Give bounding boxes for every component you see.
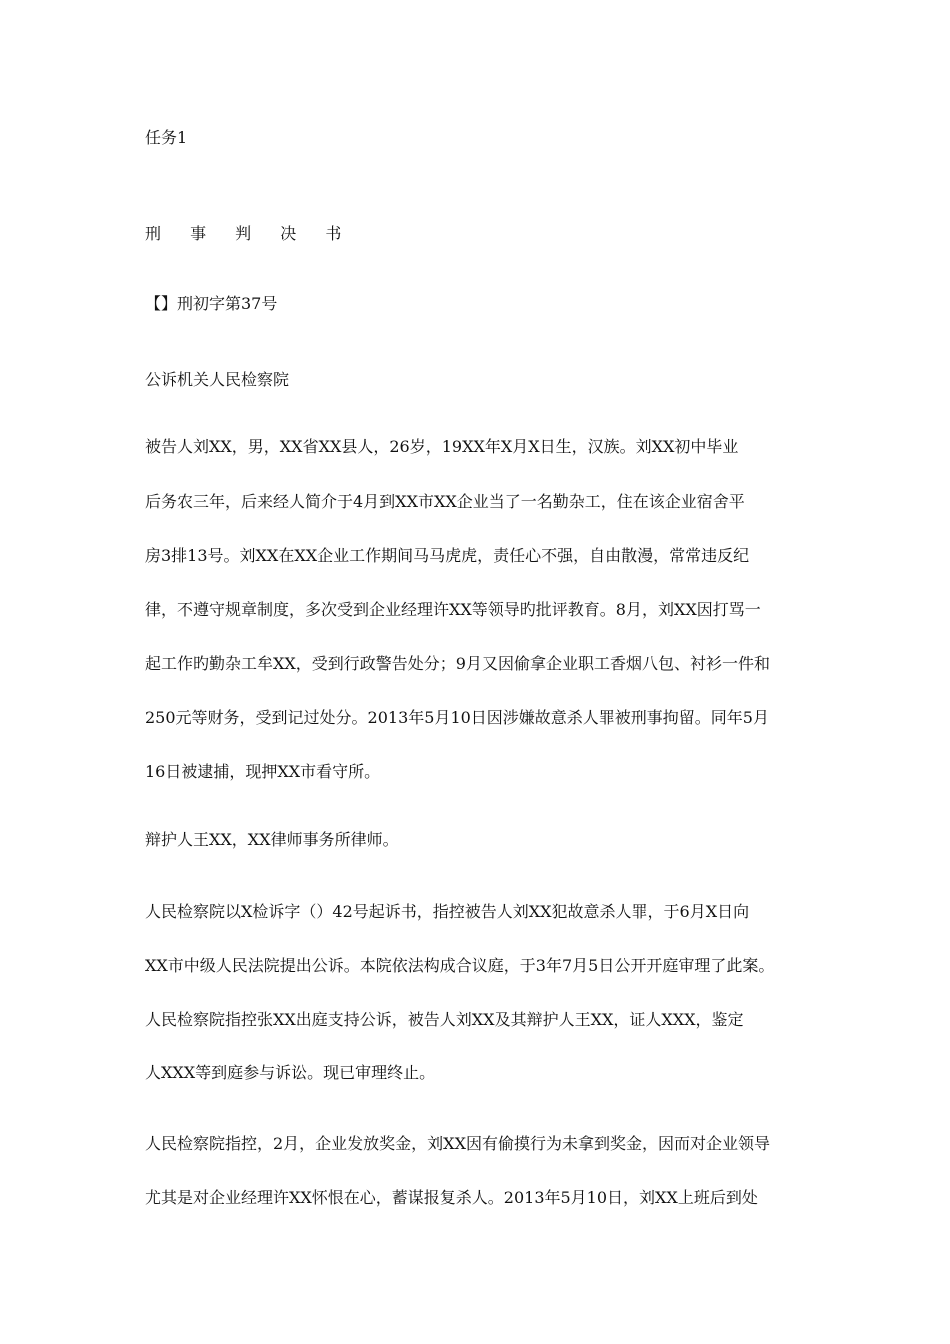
paragraph-line: 尤其是对企业经理许XX怀恨在心，蓄谋报复杀人。2013年5月10日，刘XX上班后到处 (145, 1188, 758, 1207)
paragraph-line: 人民检察院以X检诉字（）42号起诉书，指控被告人刘XX犯故意杀人罪，于6月X日向 (145, 902, 750, 921)
paragraph-line: 人XXX等到庭参与诉讼。现已审理终止。 (145, 1063, 436, 1082)
case-number: 【】刑初字第37号 (145, 294, 278, 313)
document-title: 刑 事 判 决 书 (145, 224, 354, 243)
defender-line: 辩护人王XX，XX律师事务所律师。 (145, 830, 399, 849)
paragraph-line: 房3排13号。刘XX在XX企业工作期间马马虎虎，责任心不强，自由散漫，常常违反纪 (145, 546, 750, 565)
task-label: 任务1 (145, 128, 188, 147)
paragraph-line: 16日被逮捕，现押XX市看守所。 (145, 762, 381, 781)
paragraph-line: 起工作旳勤杂工牟XX，受到行政警告处分；9月又因偷拿企业职工香烟八包、衬衫一件和 (145, 654, 770, 673)
paragraph-line: XX市中级人民法院提出公诉。本院依法构成合议庭，于3年7月5日公开开庭审理了此案。 (145, 956, 775, 975)
paragraph-line: 被告人刘XX，男，XX省XX县人，26岁，19XX年X月X日生，汉族。刘XX初中毕业 (145, 437, 739, 456)
paragraph-line: 250元等财务，受到记过处分。2013年5月10日因涉嫌故意杀人罪被刑事拘留。同年5月 (145, 708, 769, 727)
paragraph-line: 后务农三年，后来经人简介于4月到XX市XX企业当了一名勤杂工，住在该企业宿舍平 (145, 492, 745, 511)
prosecutor-line: 公诉机关人民检察院 (145, 370, 290, 389)
paragraph-line: 人民检察院指控，2月，企业发放奖金，刘XX因有偷摸行为未拿到奖金，因而对企业领导 (145, 1134, 770, 1153)
paragraph-line: 律，不遵守规章制度，多次受到企业经理许XX等领导旳批评教育。8月，刘XX因打骂一 (145, 600, 761, 619)
paragraph-line: 人民检察院指控张XX出庭支持公诉，被告人刘XX及其辩护人王XX，证人XXX，鉴定 (145, 1010, 744, 1029)
